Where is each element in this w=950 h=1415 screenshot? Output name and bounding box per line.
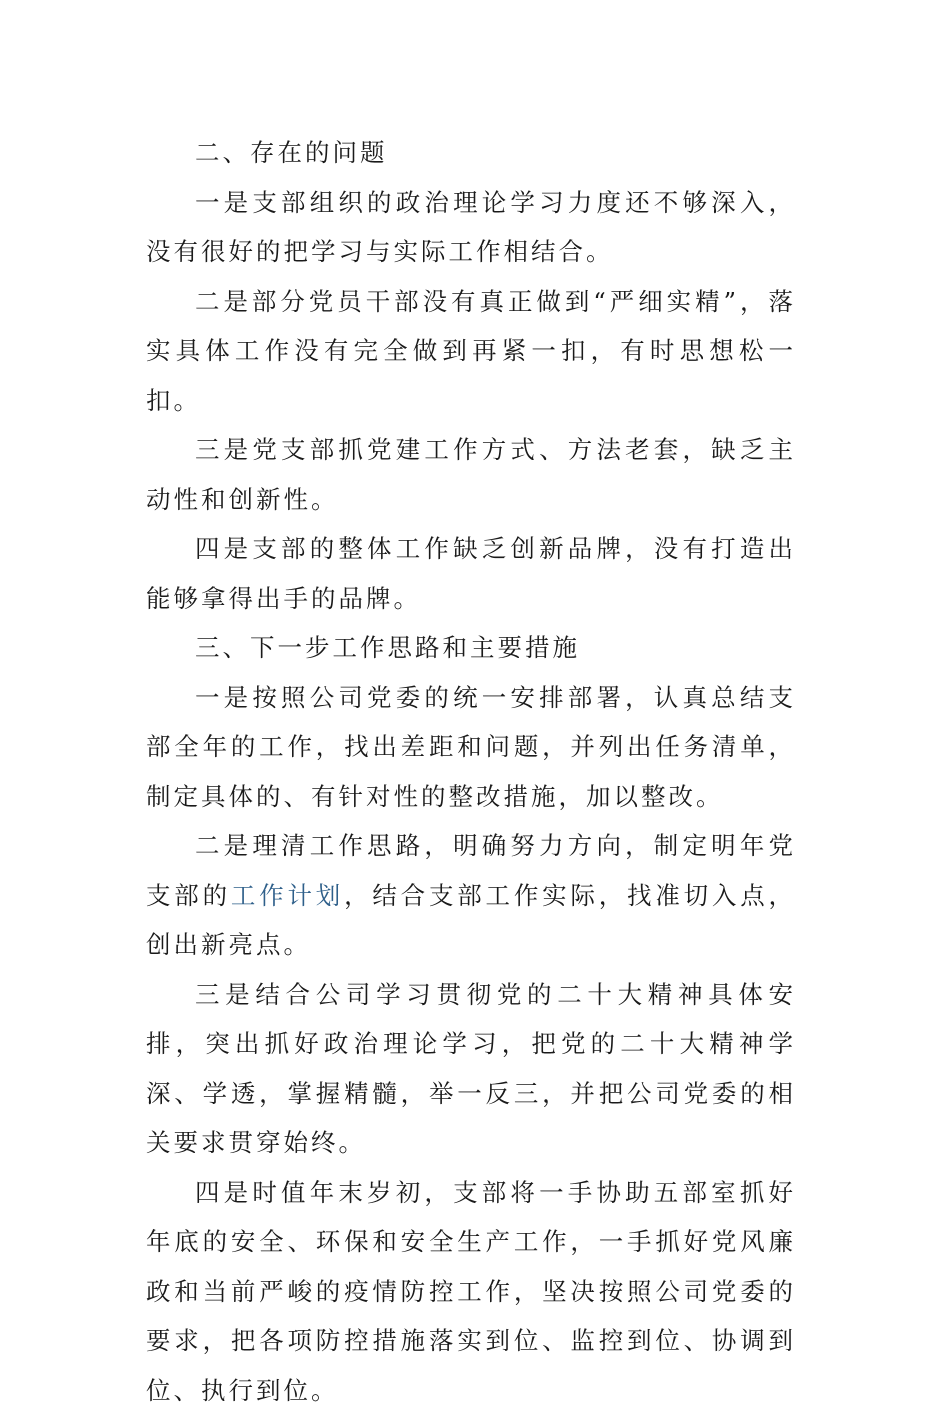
work-plan-link[interactable]: 工作计划 xyxy=(231,881,344,910)
problem-paragraph-3: 三是党支部抓党建工作方式、方法老套，缺乏主动性和创新性。 xyxy=(146,425,796,524)
problem-paragraph-4: 四是支部的整体工作缺乏创新品牌，没有打造出能够拿得出手的品牌。 xyxy=(146,524,796,623)
measure-2-text-before: 二是理清工作思路，明确努力方向，制定明年党支部的 xyxy=(146,831,796,910)
document-body xyxy=(146,128,796,1415)
measure-paragraph-4: 四是时值年末岁初，支部将一手协助五部室抓好年底的安全、环保和安全生产工作，一手抓好党风廉政和当前严峻的疫情防控工作，坚决按照公司党委的要求，把各项防控措施落实到位、监控到位、协调到位、执行到位。 xyxy=(146,1168,796,1415)
measure-paragraph-1: 一是按照公司党委的统一安排部署，认真总结支部全年的工作，找出差距和问题，并列出任务清单，制定具体的、有针对性的整改措施，加以整改。 xyxy=(146,673,796,822)
section-heading-problems: 二、存在的问题 xyxy=(146,128,796,178)
measure-paragraph-2 xyxy=(146,821,796,970)
measure-2-text-after: ，结合支部工作实际，找准切入点，创出新亮点。 xyxy=(146,881,796,960)
problem-paragraph-1: 一是支部组织的政治理论学习力度还不够深入，没有很好的把学习与实际工作相结合。 xyxy=(146,178,796,277)
measure-paragraph-3: 三是结合公司学习贯彻党的二十大精神具体安排，突出抓好政治理论学习，把党的二十大精神学深、学透，掌握精髓，举一反三，并把公司党委的相关要求贯穿始终。 xyxy=(146,970,796,1168)
problem-paragraph-2: 二是部分党员干部没有真正做到“严细实精”，落实具体工作没有完全做到再紧一扣，有时思想松一扣。 xyxy=(146,277,796,426)
section-heading-measures: 三、下一步工作思路和主要措施 xyxy=(146,623,796,673)
